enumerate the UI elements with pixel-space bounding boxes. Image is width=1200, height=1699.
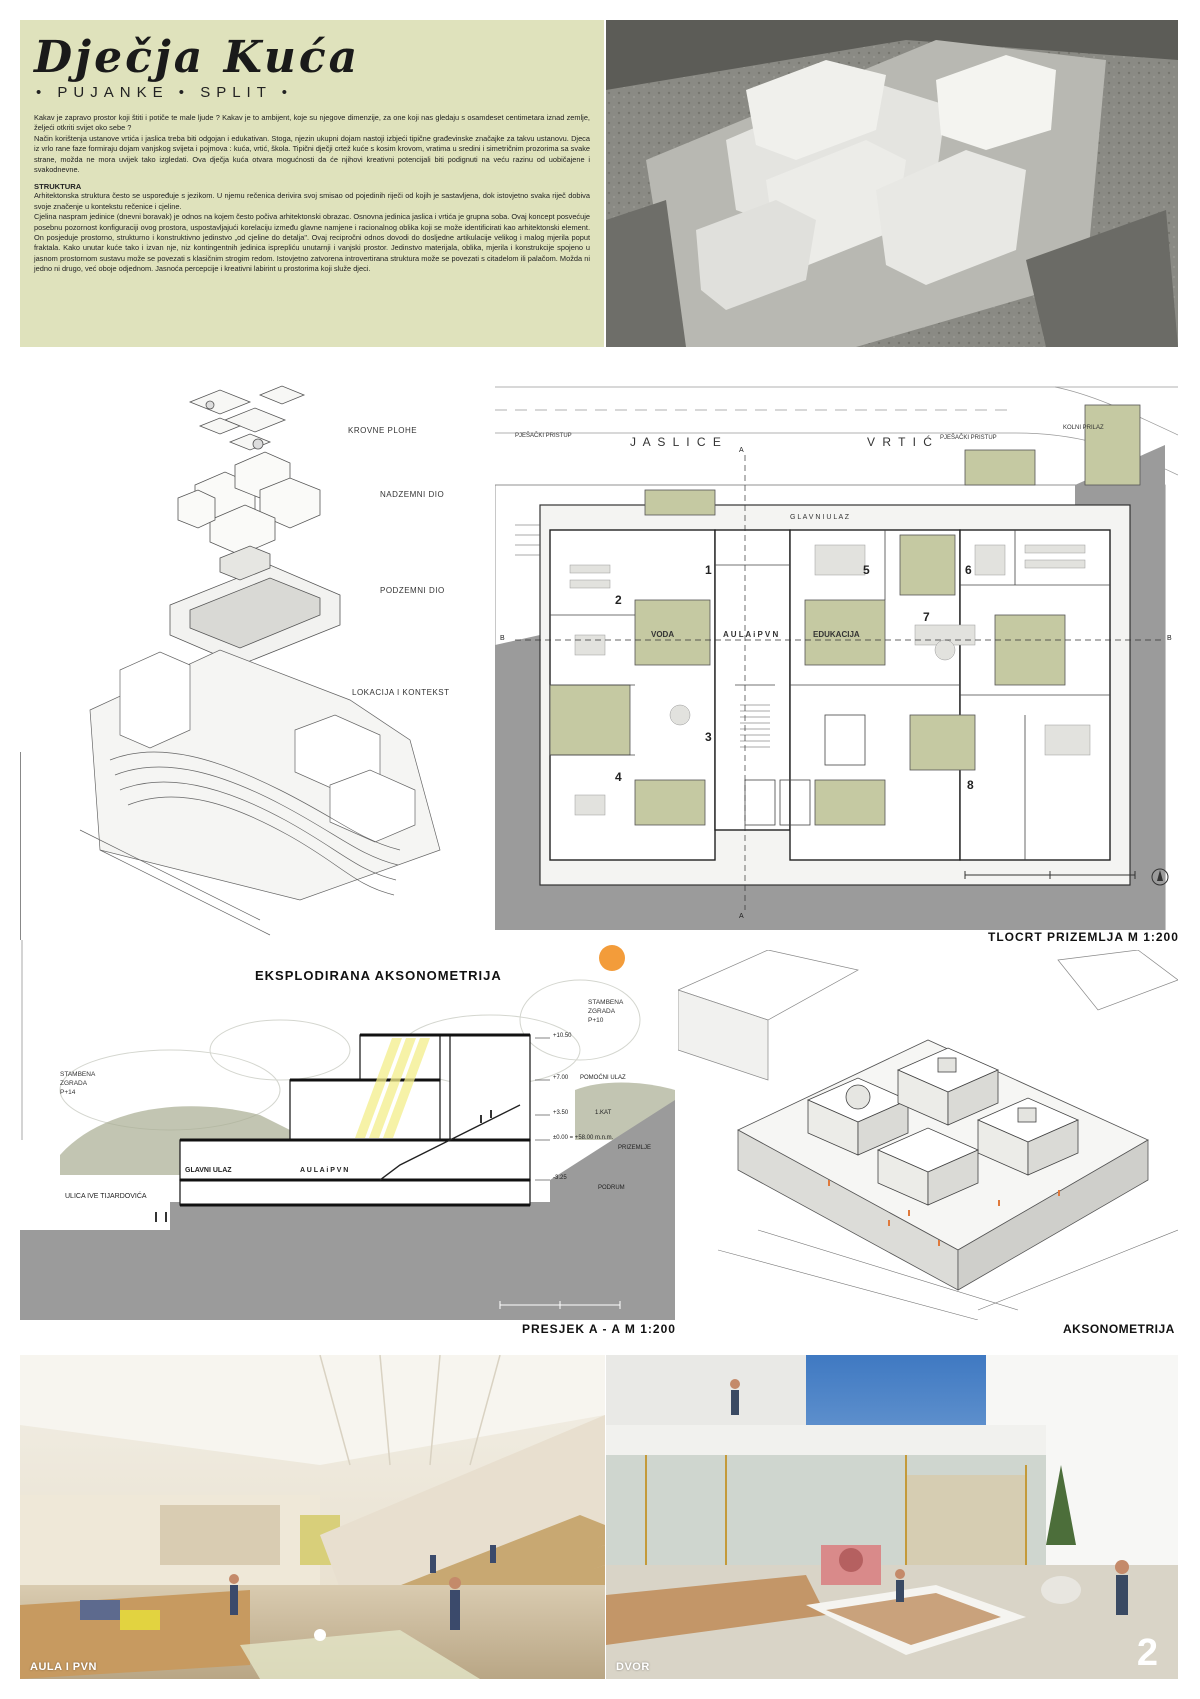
ground-floor-plan: [495, 385, 1178, 930]
aerial-model-drawing: [606, 20, 1178, 347]
left-building-line-1: STAMBENA: [60, 1071, 96, 1078]
plan-title: TLOCRT PRIZEMLJA M 1:200: [988, 930, 1179, 944]
right-building-label: [588, 998, 623, 1025]
unit-number-8: 8: [967, 778, 974, 792]
section-mark-b-left: B: [500, 635, 505, 642]
section-drawing: [20, 940, 675, 1320]
axonometry-drawing: [678, 950, 1178, 1320]
unit-number-4: 4: [615, 770, 622, 784]
level-plus-7-00: +7.00: [553, 1075, 569, 1081]
label-pedestrian-access-1: PJEŠAČKI PRISTUP: [515, 433, 572, 439]
project-title: Dječja Kuća: [34, 32, 361, 83]
section-mark-a-top: A: [739, 447, 744, 454]
main-entrance-label: GLAVNI ULAZ: [185, 1167, 232, 1174]
label-ground-floor: PRIZEMLJE: [618, 1145, 652, 1151]
label-pedestrian-access-2: PJEŠAČKI PRISTUP: [940, 435, 997, 441]
unit-number-3: 3: [705, 730, 712, 744]
label-basement: PODRUM: [598, 1185, 625, 1191]
structure-paragraph-1: Arhitektonska struktura često se uspoređuje s jezikom. U njemu rečenica derivira svoj smisao od pojedinih riječi od kojih je sastavljena, dok istovjetno svaka riječ dobiva svoje značenje u kontekstu rečenice i cjeline.: [34, 191, 590, 211]
label-education: EDUKACIJA: [813, 630, 860, 639]
above-ground-drawing: [178, 452, 320, 555]
label-aula: A U L A i P V N: [723, 630, 779, 639]
structure-paragraph-2: Cjelina naspram jedinice (dnevni boravak) je odnos na kojem često počiva arhitektonski obrazac. Osnovna jedinica jaslica i vrtića je grupna soba. Ovaj koncept posvećuje posebnu pozornost konfiguraciji ovog prostora, uspostavljajući korelaciju između glavne namjene i racionalnog oblika koji se može identificirati kao arhitektonski element. On posjeduje prostorno, strukturno i konstruktivno jedinstvo „od cjeline do detalja". Ovaj recipročni odnos dovodi do dosljedne artikulacije velikog i malog mjerila poput fraktala. Kako unutar kuće tako i izvan nje, niz kontingentnih jedinica isprepliću unutarnji i vanjski prostor. Jedinstvo materijala, oblika, mjerila i konstrukcije spojeno u jasnom prostornom sustavu može se povezati s klasičnim strogim redom. Istovjetno zatvorena introvertirana struktura može se povezati s citadelom ili palačom. Možda ni jedno ni drugo, već oboje odjednom. Jasnoća percepcije i kreativni labirint u prostorima koji služe djeci.: [34, 212, 590, 274]
label-above-ground: NADZEMNI DIO: [380, 490, 445, 499]
section-mark-a-bottom: A: [739, 913, 744, 920]
aula-label: A U L A i P V N: [300, 1167, 349, 1174]
left-building-line-2: ZGRADA: [60, 1080, 88, 1087]
level-minus-3-25: -3.25: [553, 1175, 567, 1181]
label-location-context: LOKACIJA I KONTEKST: [352, 688, 450, 697]
intro-paragraph-1: Kakav je zapravo prostor koji štiti i potiče te male ljude ? Kakav je to ambijent, koje su njegove dimenzije, za one koji nas gledaju s osamdeset centimetara iznad zemlje, željeći otkriti svijet oko sebe ?: [34, 113, 590, 133]
courtyard-render-drawing: [606, 1355, 1178, 1679]
roof-planes-drawing: [190, 386, 304, 450]
unit-number-5: 5: [863, 563, 870, 577]
label-main-entrance: G L A V N I U L A Z: [790, 514, 850, 521]
unit-number-2: 2: [615, 593, 622, 607]
street-label: ULICA IVE TIJARDOVIĆA: [65, 1193, 147, 1200]
section-a-a: [20, 940, 675, 1320]
section-title: PRESJEK A - A M 1:200: [522, 1322, 676, 1336]
label-jaslice: J A S L I C E: [630, 435, 723, 449]
courtyard-render-label: DVOR: [616, 1661, 650, 1673]
street-drawing: [495, 387, 1178, 475]
exploded-axonometry-drawing: [20, 380, 490, 940]
exploded-axonometry: [20, 380, 490, 940]
unit-number-7: 7: [923, 610, 930, 624]
label-vehicle-access: KOLNI PRILAZ: [1063, 425, 1104, 431]
render-courtyard: [606, 1355, 1178, 1679]
section-mark-b-right: B: [1167, 635, 1172, 642]
axonometry: [678, 950, 1178, 1320]
right-building-line-1: STAMBENA: [588, 999, 624, 1006]
level-zero: ±0.00 = +58.00 m.n.m.: [553, 1135, 614, 1141]
right-building-line-3: P+10: [588, 1017, 604, 1024]
right-building-line-2: ZGRADA: [588, 1008, 616, 1015]
label-underground: PODZEMNI DIO: [380, 586, 445, 595]
label-vrtic: V R T I Ć: [867, 435, 934, 449]
project-subtitle: • PUJANKE • SPLIT •: [36, 84, 294, 101]
aula-render-drawing: [20, 1355, 605, 1679]
structure-heading: STRUKTURA: [34, 182, 82, 192]
axonometry-title: AKSONOMETRIJA: [1063, 1322, 1175, 1336]
level-plus-3-50: +3.50: [553, 1110, 569, 1116]
label-water: VODA: [651, 630, 675, 639]
left-building-line-3: P+14: [60, 1089, 76, 1096]
level-plus-10-50: +10.50: [553, 1033, 572, 1039]
render-aula-pvn: [20, 1355, 605, 1679]
unit-number-1: 1: [705, 563, 712, 577]
label-auxiliary-entrance: POMOĆNI ULAZ: [580, 1075, 626, 1081]
sheet-number: 2: [1136, 1632, 1158, 1674]
underground-drawing: [170, 546, 340, 665]
label-first-floor: 1.KAT: [595, 1110, 612, 1116]
sun-symbol: [599, 945, 625, 971]
unit-number-6: 6: [965, 563, 972, 577]
aerial-model-render: [606, 20, 1178, 347]
intro-panel: [20, 20, 604, 347]
exploded-axonometry-title: EKSPLODIRANA AKSONOMETRIJA: [255, 968, 502, 983]
aula-render-label: AULA I PVN: [30, 1661, 97, 1673]
label-roof-planes: KROVNE PLOHE: [348, 426, 418, 435]
plan-drawing: [495, 385, 1178, 930]
left-building-label: [60, 1070, 95, 1097]
intro-paragraph-2: Način korištenja ustanove vrtića i jaslica treba biti odgojan i edukativan. Stoga, njezin ukupni dojam nastoji izbjeći tipične građevinske značajke za takvu ustanovu. Djeca iz vrlo rane faze formiraju dojam vanjskog svijeta i pojmova : kuća, vrtić, škola. Tipični dječji crtež kuće s kosim krovom, vratima u sredini i simetričnim prozorima sa svake strane, možda ne mora uvijek tako izgledati. Ova dječja kuća otvara mogućnosti da će njihovi kreativni potencijali biti podignuti na veću razinu od uobičajene i svakodnevne.: [34, 133, 590, 175]
